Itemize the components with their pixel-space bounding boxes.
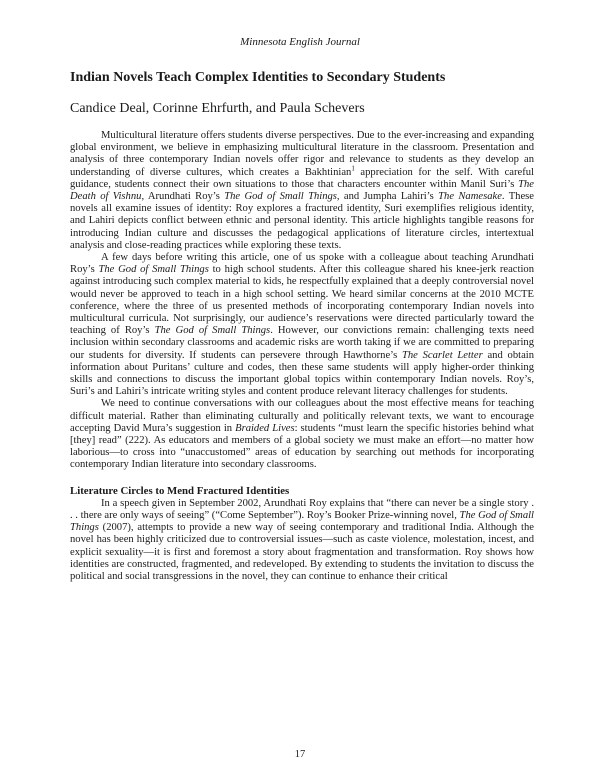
page-number: 17 [294,749,306,760]
book-title: The God of Small Things [154,325,271,337]
running-head: Minnesota English Journal [240,36,360,48]
article-body [70,130,534,583]
book-title: Braided Lives [235,422,295,434]
paragraph-2: A few days before writing this article, one of us spoke with a colleague about teaching Arundhati Roy’s The God of Small Things to high school students. After this colleague shared his knee-jerk reaction against introducing such complex material to kids, he respectfully explained that a deeply controversial novel would never be approved to teach in a high school setting. We heard similar concerns at the 2010 MCTE conference, where the three of us presented methods of incorporating contemporary Indian novels into multicultural curricula. Not surprisingly, our audience’s reservations were directed particularly toward the teaching of Roy’s The God of Small Things. However, our convictions remain: challenging texts need inclusion within secondary classrooms and academic risks are worth taking if we are committed to preparing our students for diversity. If students can persevere through Hawthorne’s The Scarlet Letter and obtain information about Puritans’ culture and codes, then these same students will apply higher-order thinking skills and connections to discuss the important global topics within contemporary Indian novels. Roy’s, Suri’s and Lahiri’s intricate writing styles and content produce relevant literacy challenges for students. [70,252,535,398]
footnote-mark: 1 [351,164,355,173]
article-title: Indian Novels Teach Complex Identities to Secondary Students [70,70,446,85]
book-title: The God of Small Things [224,191,337,203]
book-title: The Scarlet Letter [401,349,483,361]
book-title: The God of Small Things [70,509,535,534]
paragraph-4: In a speech given in September 2002, Arundhati Roy explains that “there can never be a single story . . . there are only ways of seeing” (“Come September”). Roy’s Booker Prize-winning novel, The God of Small Things (2007), attempts to provide a new way of seeing contemporary and traditional India. Although the novel has been highly criticized due to controversial issues—such as caste violence, molestation, incest, and explicit sexuality—it is first and foremost a story about fragmentation and transformation. Roy shows how identities are constructed, fragmented, and redeveloped. By extending to students the invitation to discuss the political and social transgressions in the novel, they can continue to enhance their critical [70,497,535,582]
paragraph-3: We need to continue conversations with our colleagues about the most effective means for teaching difficult material. Rather than eliminating culturally and politically relevant texts, we want to encourage accepting David Mura’s suggestion in Braided Lives: students “must learn the specific histories behind what [they] read” (222). As educators and members of a global society we must make an effort—no matter how laborious—to cross into “unaccustomed” areas of education by searching out methods for incorporating contemporary Indian literature into secondary classrooms. [70,398,534,471]
paragraph-1: Multicultural literature offers students diverse perspectives. Due to the ever-increasing and expanding global environment, we believe in emphasizing multicultural literature in the classroom. Presentation and analysis of three contemporary Indian novels offer rigor and relevance to students as they develop an understanding of diverse cultures, which creates a Bakhtinian$^1$ appreciation for the self. With careful guidance, students connect their own situations to those that characters encounter within Manil Suri’s The Death of Vishnu, Arundhati Roy’s The God of Small Things, and Jumpha Lahiri’s The Namesake. These novels all examine issues of identity: Roy explores a fractured identity, Suri exemplifies religious identity, and Lahiri depicts conflict between ethnic and personal identity. This article highlights tangible reasons for introducing Indian culture and discusses the pedagogical applications of literature circles, intertextual analysis and close-reading practices while exploring these texts. [70,130,535,251]
book-title: The Namesake [438,191,502,203]
article-authors: Candice Deal, Corinne Ehrfurth, and Paula Schevers [70,101,365,116]
book-title: The God of Small Things [98,264,209,276]
section-heading: Literature Circles to Mend Fractured Identities [70,484,290,497]
book-title: The Death of Vishnu [70,178,534,203]
